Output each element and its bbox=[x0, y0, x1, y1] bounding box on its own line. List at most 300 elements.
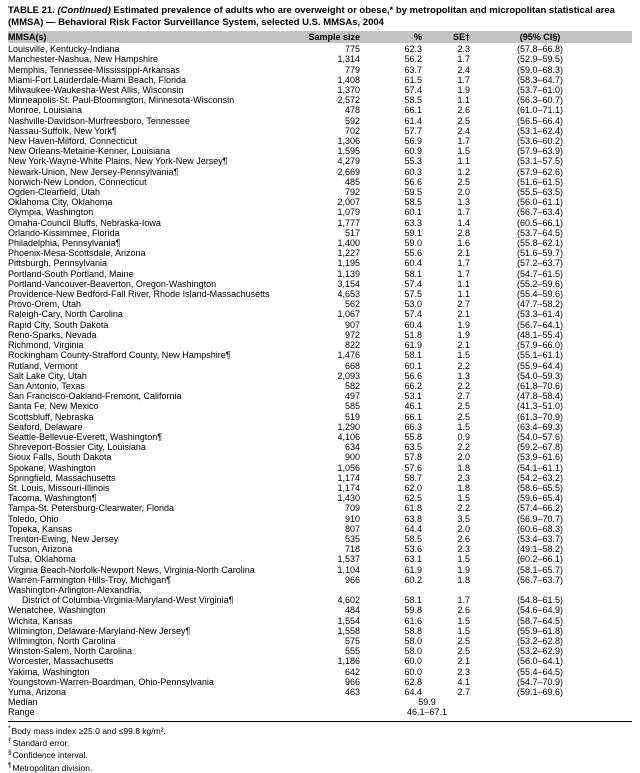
footnote-marker-asterisk: * bbox=[8, 724, 11, 732]
standard-error-cell: 2.7 bbox=[457, 391, 470, 402]
percent-cell: 58.1 bbox=[404, 350, 422, 361]
confidence-interval-cell: (56.9–70.7) bbox=[516, 513, 564, 524]
percent-cell: 57.4 bbox=[404, 85, 422, 96]
summary-value-cell: 59.9 bbox=[418, 697, 436, 708]
percent-cell: 57.4 bbox=[404, 309, 422, 320]
column-header-confidence-interval: (95% CI§) bbox=[519, 32, 561, 42]
mmsa-name-cell: Shreveport-Bossier City, Louisiana bbox=[8, 442, 146, 453]
row-spacer bbox=[610, 473, 632, 483]
table-row bbox=[8, 677, 632, 687]
mmsa-name-cell: Ogden-Clearfield, Utah bbox=[8, 187, 101, 198]
standard-error-cell: 1.7 bbox=[457, 207, 470, 218]
percent-cell: 60.4 bbox=[404, 319, 422, 330]
mmsa-name-cell: Winston-Salem, North Carolina bbox=[8, 646, 133, 657]
standard-error-cell: 1.3 bbox=[457, 197, 470, 208]
table-row bbox=[8, 309, 632, 319]
sample-size-cell: 1,408 bbox=[337, 74, 360, 85]
percent-cell: 57.5 bbox=[404, 289, 422, 300]
column-header-percent: % bbox=[413, 32, 422, 42]
confidence-interval-cell: (49.1–58.2) bbox=[516, 544, 564, 555]
standard-error-cell: 1.7 bbox=[457, 74, 470, 85]
sample-size-cell: 1,139 bbox=[337, 268, 360, 279]
sample-size-cell: 1,056 bbox=[337, 462, 360, 473]
table-row bbox=[8, 656, 632, 666]
mmsa-name-cell: Providence-New Bedford-Fall River, Rhode Island-Massachusetts bbox=[8, 289, 270, 300]
sample-size-cell: 485 bbox=[344, 176, 360, 187]
footnote-text: Standard error. bbox=[12, 737, 70, 748]
mmsa-name-cell: Raleigh-Cary, North Carolina bbox=[8, 309, 123, 320]
confidence-interval-cell: (58.6–65.5) bbox=[516, 482, 564, 493]
footnote-marker-section: § bbox=[8, 749, 12, 757]
row-spacer bbox=[610, 289, 632, 299]
mmsa-name-cell: Portland-South Portland, Maine bbox=[8, 268, 134, 279]
mmsa-name-cell: Springfield, Massachusetts bbox=[8, 472, 116, 483]
standard-error-cell: 2.5 bbox=[457, 411, 470, 422]
row-spacer bbox=[610, 432, 632, 442]
sample-size-cell: 1,370 bbox=[337, 85, 360, 96]
mmsa-name-cell: Minneapolis-St. Paul-Bloomington, Minnesota-Wisconsin bbox=[8, 95, 235, 106]
row-spacer bbox=[610, 156, 632, 166]
table-row bbox=[8, 687, 632, 697]
confidence-interval-cell: (60.5–66.1) bbox=[516, 217, 564, 228]
mmsa-name-cell: Tampa-St. Petersburg-Clearwater, Florida bbox=[8, 503, 175, 514]
row-spacer bbox=[610, 677, 632, 687]
row-spacer bbox=[610, 228, 632, 238]
sample-size-cell: 2,669 bbox=[337, 166, 360, 177]
summary-ci-spacer-cell bbox=[470, 707, 610, 717]
confidence-interval-cell: (57.4–66.2) bbox=[516, 503, 564, 514]
percent-cell: 58.0 bbox=[404, 646, 422, 657]
table-row bbox=[8, 350, 632, 360]
standard-error-cell: 2.3 bbox=[457, 666, 470, 677]
sample-size-cell: 2,093 bbox=[337, 370, 360, 381]
percent-cell: 59.0 bbox=[404, 238, 422, 249]
sample-size-cell: 634 bbox=[344, 442, 360, 453]
percent-cell: 63.1 bbox=[404, 554, 422, 565]
confidence-interval-cell: (53.1–62.4) bbox=[516, 125, 564, 136]
percent-cell bbox=[360, 585, 422, 595]
column-header-standard-error: SE† bbox=[452, 32, 470, 42]
percent-cell: 62.8 bbox=[404, 676, 422, 687]
confidence-interval-cell: (56.0–64.1) bbox=[516, 656, 564, 667]
percent-cell: 62.3 bbox=[404, 44, 422, 55]
mmsa-name-cell: Warren-Farmington Hills-Troy, Michigan¶ bbox=[8, 574, 172, 585]
standard-error-cell: 2.2 bbox=[457, 503, 470, 514]
percent-cell: 58.1 bbox=[404, 268, 422, 279]
standard-error-cell: 2.1 bbox=[457, 340, 470, 351]
confidence-interval-cell: (58.1–65.7) bbox=[516, 564, 564, 575]
percent-cell: 57.4 bbox=[404, 278, 422, 289]
mmsa-name-cell: Portland-Vancouver-Beaverton, Oregon-Washington bbox=[8, 278, 217, 289]
standard-error-cell: 1.8 bbox=[457, 482, 470, 493]
standard-error-cell: 1.5 bbox=[457, 554, 470, 565]
standard-error-cell: 2.8 bbox=[457, 227, 470, 238]
sample-size-cell: 972 bbox=[344, 329, 360, 340]
standard-error-cell: 2.2 bbox=[457, 380, 470, 391]
standard-error-cell: 2.0 bbox=[457, 523, 470, 534]
row-spacer bbox=[610, 299, 632, 309]
standard-error-cell: 2.0 bbox=[457, 452, 470, 463]
table-row bbox=[8, 228, 632, 238]
table-row bbox=[8, 595, 632, 605]
standard-error-cell: 2.5 bbox=[457, 646, 470, 657]
percent-cell: 63.5 bbox=[404, 442, 422, 453]
confidence-interval-cell: (63.4–69.3) bbox=[516, 421, 564, 432]
row-spacer bbox=[610, 565, 632, 575]
row-spacer bbox=[610, 320, 632, 330]
sample-size-cell: 4,279 bbox=[337, 156, 360, 167]
confidence-interval-cell: (55.4–59.6) bbox=[516, 289, 564, 300]
table-row bbox=[8, 65, 632, 75]
mmsa-name-cell: Toledo, Ohio bbox=[8, 513, 59, 524]
sample-size-cell: 709 bbox=[344, 503, 360, 514]
mmsa-name-cell: Manchester-Nashua, New Hampshire bbox=[8, 54, 159, 65]
confidence-interval-cell: (54.0–57.6) bbox=[516, 431, 564, 442]
row-spacer bbox=[610, 544, 632, 554]
row-spacer bbox=[610, 177, 632, 187]
standard-error-cell: 1.5 bbox=[457, 421, 470, 432]
row-spacer bbox=[610, 350, 632, 360]
mmsa-name-cell: Santa Fe, New Mexico bbox=[8, 401, 99, 412]
column-header-spacer bbox=[610, 32, 632, 42]
row-spacer bbox=[610, 258, 632, 268]
row-spacer bbox=[610, 503, 632, 513]
row-spacer bbox=[610, 126, 632, 136]
summary-ci-spacer-cell bbox=[470, 697, 610, 707]
standard-error-cell: 2.1 bbox=[457, 309, 470, 320]
table-row bbox=[8, 646, 632, 656]
standard-error-cell: 2.3 bbox=[457, 44, 470, 55]
confidence-interval-cell: (53.2–62.8) bbox=[516, 635, 564, 646]
standard-error-cell: 1.5 bbox=[457, 625, 470, 636]
sample-size-cell: 4,653 bbox=[337, 289, 360, 300]
sample-size-cell: 3,154 bbox=[337, 278, 360, 289]
mmsa-name-cell: Norwich-New London, Connecticut bbox=[8, 176, 147, 187]
confidence-interval-cell: (59.1–69.6) bbox=[516, 687, 564, 697]
mmsa-name-cell: Richmond, Virginia bbox=[8, 340, 84, 351]
confidence-interval-cell: (55.2–59.6) bbox=[516, 278, 564, 289]
mmsa-name-cell: Seaford, Delaware bbox=[8, 421, 83, 432]
table-row bbox=[8, 514, 632, 524]
sample-size-cell: 592 bbox=[344, 115, 360, 126]
confidence-interval-cell: (55.8–62.1) bbox=[516, 238, 564, 249]
mmsa-name-cell: Youngstown-Warren-Boardman, Ohio-Pennsylvania bbox=[8, 676, 214, 687]
mmsa-name-cell: Trenton-Ewing, New Jersey bbox=[8, 533, 119, 544]
table-row bbox=[8, 534, 632, 544]
row-spacer bbox=[610, 687, 632, 697]
table-row bbox=[8, 167, 632, 177]
row-spacer bbox=[610, 309, 632, 319]
standard-error-cell: 1.5 bbox=[457, 493, 470, 504]
sample-size-cell: 775 bbox=[344, 44, 360, 55]
mmsa-name-cell: San Antonio, Texas bbox=[8, 380, 85, 391]
standard-error-cell: 1.9 bbox=[457, 564, 470, 575]
standard-error-cell: 2.6 bbox=[457, 105, 470, 116]
footnote-marker-pilcrow: ¶ bbox=[8, 761, 12, 769]
percent-cell: 58.0 bbox=[404, 635, 422, 646]
row-spacer bbox=[610, 524, 632, 534]
sample-size-cell: 1,537 bbox=[337, 554, 360, 565]
mmsa-name-cell: Wichita, Kansas bbox=[8, 615, 73, 626]
table-body bbox=[8, 44, 632, 717]
percent-cell: 64.4 bbox=[404, 687, 422, 697]
row-spacer bbox=[610, 44, 632, 54]
table-continued-label: (Continued) bbox=[57, 5, 111, 16]
mmsa-name-cell: New York-Wayne-White Plains, New York-New Jersey¶ bbox=[8, 156, 228, 167]
sample-size-cell: 4,106 bbox=[337, 431, 360, 442]
mmsa-name-cell: Memphis, Tennessee-Mississippi-Arkansas bbox=[8, 64, 180, 75]
standard-error-cell bbox=[422, 585, 470, 595]
percent-cell: 61.6 bbox=[404, 615, 422, 626]
confidence-interval-cell: (52.9–59.5) bbox=[516, 54, 564, 65]
standard-error-cell: 1.3 bbox=[457, 370, 470, 381]
mmsa-name-cell: San Francisco-Oakland-Fremont, California bbox=[8, 391, 182, 402]
table-row bbox=[8, 473, 632, 483]
mmsa-name-cell: Worcester, Massachusetts bbox=[8, 656, 114, 667]
standard-error-cell: 2.4 bbox=[457, 64, 470, 75]
confidence-interval-cell: (53.7–64.5) bbox=[516, 227, 564, 238]
confidence-interval-cell: (53.9–61.6) bbox=[516, 452, 564, 463]
table-row bbox=[8, 432, 632, 442]
percent-cell: 62.5 bbox=[404, 493, 422, 504]
standard-error-cell: 2.3 bbox=[457, 472, 470, 483]
confidence-interval-cell: (53.4–63.7) bbox=[516, 533, 564, 544]
table-row bbox=[8, 483, 632, 493]
percent-cell: 56.6 bbox=[404, 176, 422, 187]
table-row bbox=[8, 289, 632, 299]
percent-cell: 53.0 bbox=[404, 299, 422, 310]
row-spacer bbox=[610, 656, 632, 666]
footnote-text: Body mass index ≥25.0 and ≤99.8 kg/m². bbox=[11, 725, 166, 736]
percent-cell: 58.7 bbox=[404, 472, 422, 483]
confidence-interval-cell: (53.7–61.0) bbox=[516, 85, 564, 96]
standard-error-cell: 1.7 bbox=[457, 595, 470, 606]
standard-error-cell: 1.7 bbox=[457, 268, 470, 279]
row-spacer bbox=[610, 463, 632, 473]
summary-label-cell: Range bbox=[8, 707, 35, 718]
table-row bbox=[8, 330, 632, 340]
table-row bbox=[8, 452, 632, 462]
confidence-interval-cell: (60.6–68.3) bbox=[516, 523, 564, 534]
standard-error-cell: 1.1 bbox=[457, 278, 470, 289]
row-spacer bbox=[610, 238, 632, 248]
confidence-interval-cell: (51.6–61.5) bbox=[516, 176, 564, 187]
summary-value-cell: 46.1–67.1 bbox=[406, 707, 448, 718]
percent-cell: 60.9 bbox=[404, 146, 422, 157]
confidence-interval-cell: (54.2–63.2) bbox=[516, 472, 564, 483]
sample-size-cell: 966 bbox=[344, 574, 360, 585]
mmsa-name-cell: Tacoma, Washington¶ bbox=[8, 493, 97, 504]
mmsa-name-cell: Rapid City, South Dakota bbox=[8, 319, 109, 330]
sample-size-cell: 792 bbox=[344, 187, 360, 198]
row-spacer bbox=[610, 136, 632, 146]
standard-error-cell: 1.7 bbox=[457, 54, 470, 65]
sample-size-cell: 1,186 bbox=[337, 656, 360, 667]
mmsa-name-cell: Reno-Sparks, Nevada bbox=[8, 329, 97, 340]
table-number: TABLE 21. bbox=[8, 5, 55, 16]
confidence-interval-cell: (56.0–61.1) bbox=[516, 197, 564, 208]
confidence-interval-cell: (59.6–65.4) bbox=[516, 493, 564, 504]
mmsa-name-cell: St. Louis, Missouri-Illinois bbox=[8, 482, 110, 493]
percent-cell: 46.1 bbox=[404, 401, 422, 412]
sample-size-cell: 966 bbox=[344, 676, 360, 687]
mmsa-name-cell: Philadelphia, Pennsylvania¶ bbox=[8, 238, 121, 249]
mmsa-name-cell: Milwaukee-Waukesha-West Allis, Wisconsin bbox=[8, 85, 184, 96]
mmsa-name-cell: Nassau-Suffolk, New York¶ bbox=[8, 125, 117, 136]
percent-cell: 61.9 bbox=[404, 340, 422, 351]
confidence-interval-cell: (55.1–61.1) bbox=[516, 350, 564, 361]
mmsa-name-cell: Provo-Orem, Utah bbox=[8, 299, 82, 310]
row-spacer bbox=[610, 667, 632, 677]
mmsa-name-cell: Salt Lake City, Utah bbox=[8, 370, 87, 381]
row-spacer bbox=[610, 707, 632, 717]
column-header-sample-size: Sample size bbox=[308, 32, 360, 42]
table-row bbox=[8, 340, 632, 350]
table-row bbox=[8, 442, 632, 452]
confidence-interval-cell: (56.7–63.7) bbox=[516, 574, 564, 585]
percent-cell: 59.8 bbox=[404, 605, 422, 616]
sample-size-cell: 582 bbox=[344, 380, 360, 391]
table-row bbox=[8, 626, 632, 636]
sample-size-cell: 463 bbox=[344, 687, 360, 697]
standard-error-cell: 2.5 bbox=[457, 635, 470, 646]
percent-cell: 56.9 bbox=[404, 136, 422, 147]
sample-size-cell: 484 bbox=[344, 605, 360, 616]
percent-cell: 59.5 bbox=[404, 187, 422, 198]
confidence-interval-cell: (53.6–60.2) bbox=[516, 136, 564, 147]
percent-cell: 59.1 bbox=[404, 227, 422, 238]
mmsa-name-cell: Monroe, Louisiana bbox=[8, 105, 83, 116]
standard-error-cell: 3.5 bbox=[457, 513, 470, 524]
confidence-interval-cell: (54.8–61.5) bbox=[516, 595, 564, 606]
row-spacer bbox=[610, 575, 632, 585]
row-spacer bbox=[610, 371, 632, 381]
standard-error-cell: 1.5 bbox=[457, 350, 470, 361]
table-row bbox=[8, 463, 632, 473]
confidence-interval-cell: (57.9–63.9) bbox=[516, 146, 564, 157]
sample-size-cell: 900 bbox=[344, 452, 360, 463]
table-row bbox=[8, 187, 632, 197]
confidence-interval-cell: (57.9–62.6) bbox=[516, 166, 564, 177]
row-spacer bbox=[610, 279, 632, 289]
summary-spacer-cell bbox=[300, 707, 360, 717]
percent-cell: 58.8 bbox=[404, 625, 422, 636]
table-row bbox=[8, 95, 632, 105]
table-row bbox=[8, 299, 632, 309]
confidence-interval-cell: (57.9–66.0) bbox=[516, 340, 564, 351]
mmsa-name-cell: Oklahoma City, Oklahoma bbox=[8, 197, 113, 208]
row-spacer bbox=[610, 218, 632, 228]
standard-error-cell: 2.6 bbox=[457, 605, 470, 616]
table-row bbox=[8, 218, 632, 228]
confidence-interval-cell: (55.5–63.5) bbox=[516, 187, 564, 198]
footnote-marker-dagger: † bbox=[8, 736, 12, 744]
row-spacer bbox=[610, 381, 632, 391]
row-spacer bbox=[610, 412, 632, 422]
row-spacer bbox=[610, 340, 632, 350]
standard-error-cell: 2.2 bbox=[457, 360, 470, 371]
sample-size-cell: 668 bbox=[344, 360, 360, 371]
row-spacer bbox=[610, 116, 632, 126]
footnote-text: Metropolitan division. bbox=[12, 762, 93, 773]
row-spacer bbox=[610, 85, 632, 95]
percent-cell: 60.3 bbox=[404, 166, 422, 177]
standard-error-cell: 1.1 bbox=[457, 289, 470, 300]
table-row bbox=[8, 554, 632, 564]
percent-cell: 58.5 bbox=[404, 197, 422, 208]
standard-error-cell: 1.8 bbox=[457, 574, 470, 585]
confidence-interval-cell: (54.1–61.1) bbox=[516, 462, 564, 473]
standard-error-cell: 1.9 bbox=[457, 85, 470, 96]
standard-error-cell: 2.5 bbox=[457, 115, 470, 126]
sample-size-cell: 575 bbox=[344, 635, 360, 646]
row-spacer bbox=[610, 248, 632, 258]
sample-size-cell: 910 bbox=[344, 513, 360, 524]
table-row bbox=[8, 412, 632, 422]
table-row bbox=[8, 146, 632, 156]
mmsa-name-cell: Topeka, Kansas bbox=[8, 523, 73, 534]
sample-size-cell: 642 bbox=[344, 666, 360, 677]
table-row bbox=[8, 401, 632, 411]
confidence-interval-cell: (58.7–64.5) bbox=[516, 615, 564, 626]
percent-cell: 51.8 bbox=[404, 329, 422, 340]
row-spacer bbox=[610, 636, 632, 646]
mmsa-name-cell: New Haven-Milford, Connecticut bbox=[8, 136, 138, 147]
mmsa-name-cell: District of Columbia-Virginia-Maryland-West Virginia¶ bbox=[22, 595, 234, 606]
percent-cell: 60.1 bbox=[404, 360, 422, 371]
row-spacer bbox=[610, 95, 632, 105]
confidence-interval-cell: (57.2–63.7) bbox=[516, 258, 564, 269]
standard-error-cell: 1.7 bbox=[457, 258, 470, 269]
mmsa-name-cell: Miami-Fort Lauderdale-Miami Beach, Florida bbox=[8, 74, 187, 85]
sample-size-cell: 702 bbox=[344, 125, 360, 136]
footnote-body-mass-index bbox=[8, 724, 632, 736]
percent-cell: 63.7 bbox=[404, 64, 422, 75]
percent-cell: 61.9 bbox=[404, 564, 422, 575]
row-spacer bbox=[610, 422, 632, 432]
sample-size-cell: 779 bbox=[344, 64, 360, 75]
table-row bbox=[8, 493, 632, 503]
standard-error-cell: 1.5 bbox=[457, 615, 470, 626]
footnote-standard-error bbox=[8, 736, 632, 748]
sample-size-cell: 4,602 bbox=[337, 595, 360, 606]
percent-cell: 60.4 bbox=[404, 258, 422, 269]
row-spacer bbox=[610, 187, 632, 197]
row-spacer bbox=[610, 330, 632, 340]
confidence-interval-cell: (53.2–62.9) bbox=[516, 646, 564, 657]
mmsa-name-cell: Scottsbluff, Nebraska bbox=[8, 411, 94, 422]
table-row bbox=[8, 422, 632, 432]
standard-error-cell: 2.7 bbox=[457, 299, 470, 310]
standard-error-cell: 1.9 bbox=[457, 319, 470, 330]
mmsa-name-cell: Rockingham County-Strafford County, New Hampshire¶ bbox=[8, 350, 231, 361]
row-spacer bbox=[610, 54, 632, 64]
footnote-confidence-interval bbox=[8, 748, 632, 760]
row-spacer bbox=[610, 616, 632, 626]
mmsa-name-cell: Tucson, Arizona bbox=[8, 544, 73, 555]
row-spacer bbox=[610, 269, 632, 279]
summary-spacer-cell bbox=[300, 697, 360, 707]
sample-size-cell: 1,554 bbox=[337, 615, 360, 626]
sample-size-cell: 1,777 bbox=[337, 217, 360, 228]
mmsa-name-cell: New Orleans-Metairie-Kenner, Louisiana bbox=[8, 146, 171, 157]
mmsa-name-cell: Wilmington, Delaware-Maryland-New Jersey¶ bbox=[8, 625, 191, 636]
row-spacer bbox=[610, 146, 632, 156]
confidence-interval-cell: (61.0–71.1) bbox=[516, 105, 564, 116]
sample-size-cell: 1,174 bbox=[337, 482, 360, 493]
standard-error-cell: 1.1 bbox=[457, 95, 470, 106]
sample-size-cell: 1,314 bbox=[337, 54, 360, 65]
